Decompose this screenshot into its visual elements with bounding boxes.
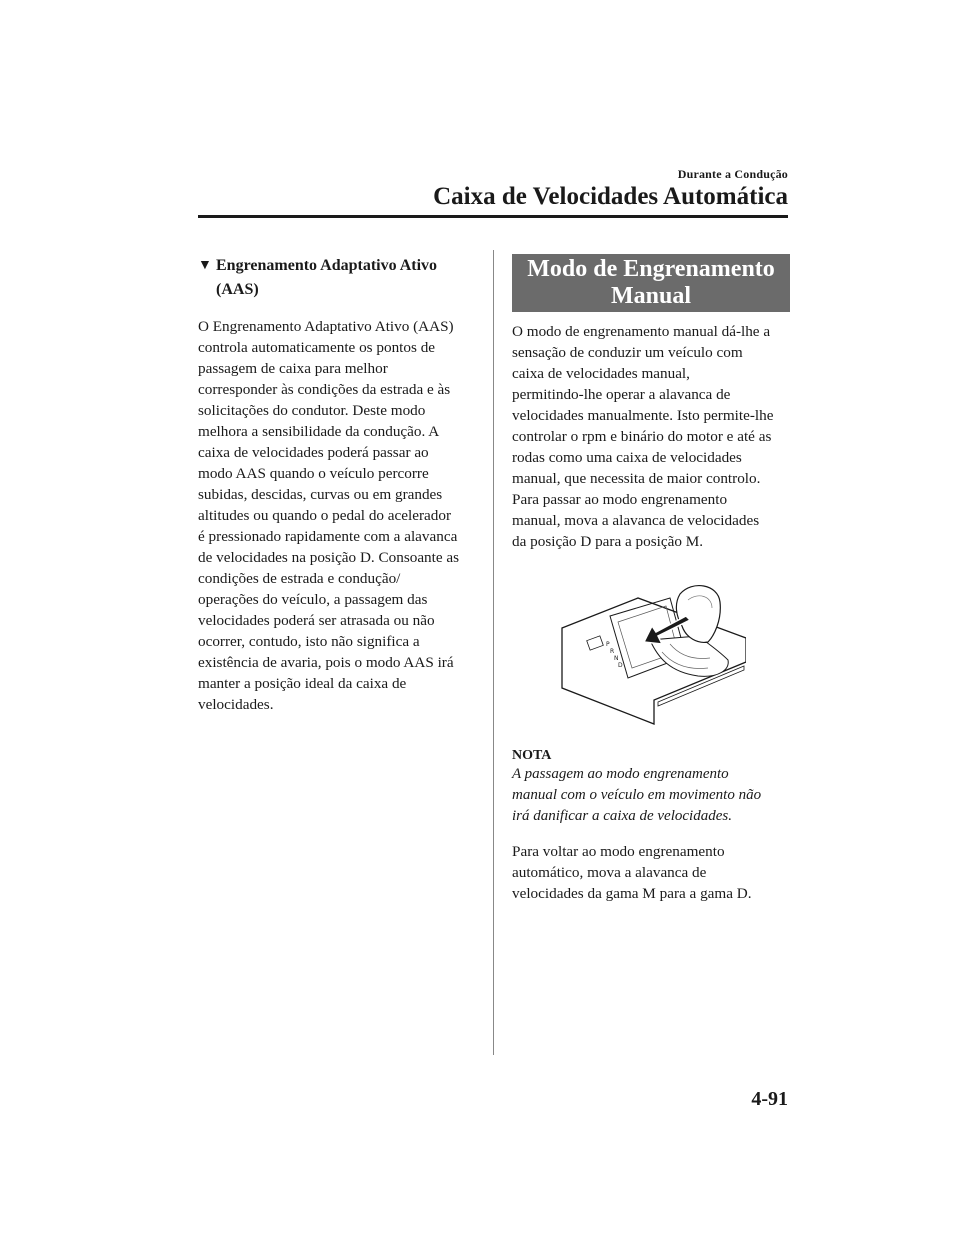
manual-mode-paragraph: O modo de engrenamento manual dá-lhe a sensação de conduzir um veículo com caixa de velocidades manual, permitindo-lhe operar a alavanca de velocidades manualmente. Isto permite-lhe controlar o rpm e binário do motor e até as rodas como uma caixa de velocidades manual, que necessita de maior controlo. Para passar ao modo engrenamento manual, mova a alavanca de velocidades da posição D para a posição M. [512,323,774,550]
svg-text:R: R [610,648,615,655]
svg-text:P: P [606,641,610,648]
note-text: A passagem ao modo engrenamento manual com o veículo em movimento não irá danificar a caixa de velocidades. [512,766,762,824]
header-rule [198,215,788,218]
note-label: NOTA [512,748,552,763]
return-to-auto-paragraph: Para voltar ao modo engrenamento automático, mova a alavanca de velocidades da gama M para a gama D. [512,843,752,902]
column-divider [493,250,494,1055]
gear-lever-diagram [558,580,746,725]
subsection-heading [198,254,478,302]
manual-mode-heading: Modo de Engrenamento Manual [512,254,790,312]
gear-shift-illustration [558,580,746,725]
left-column [198,254,478,715]
aas-paragraph: O Engrenamento Adaptativo Ativo (AAS) controla automaticamente os pontos de passagem de caixa para melhor corresponder às condições da estrada e às solicitações do condutor. Deste modo melhora a sensibilidade da condução. A caixa de velocidades poderá passar ao modo AAS quando o veículo percorre subidas, descidas, curvas ou em grandes altitudes ou quando o pedal do acelerador é pressionado rapidamente com a alavanca de velocidades na posição D. Consoante as condições de estrada e condução/ operações do veículo, a passagem das velocidades poderá ser atrasada ou não ocorrer, contudo, isto não significa a existência de avaria, pois o modo AAS irá manter a posição ideal da caixa de velocidades. [198,318,460,713]
svg-text:D: D [618,662,623,669]
page-number: 4-91 [751,1088,788,1110]
svg-text:N: N [614,655,619,662]
right-column [512,254,790,904]
triangle-marker-icon: ▼ [198,258,212,273]
subsection-heading-text: Engrenamento Adaptativo Ativo (AAS) [216,257,438,298]
section-title: Caixa de Velocidades Automática [433,183,788,210]
chapter-label: Durante a Condução [677,167,788,181]
